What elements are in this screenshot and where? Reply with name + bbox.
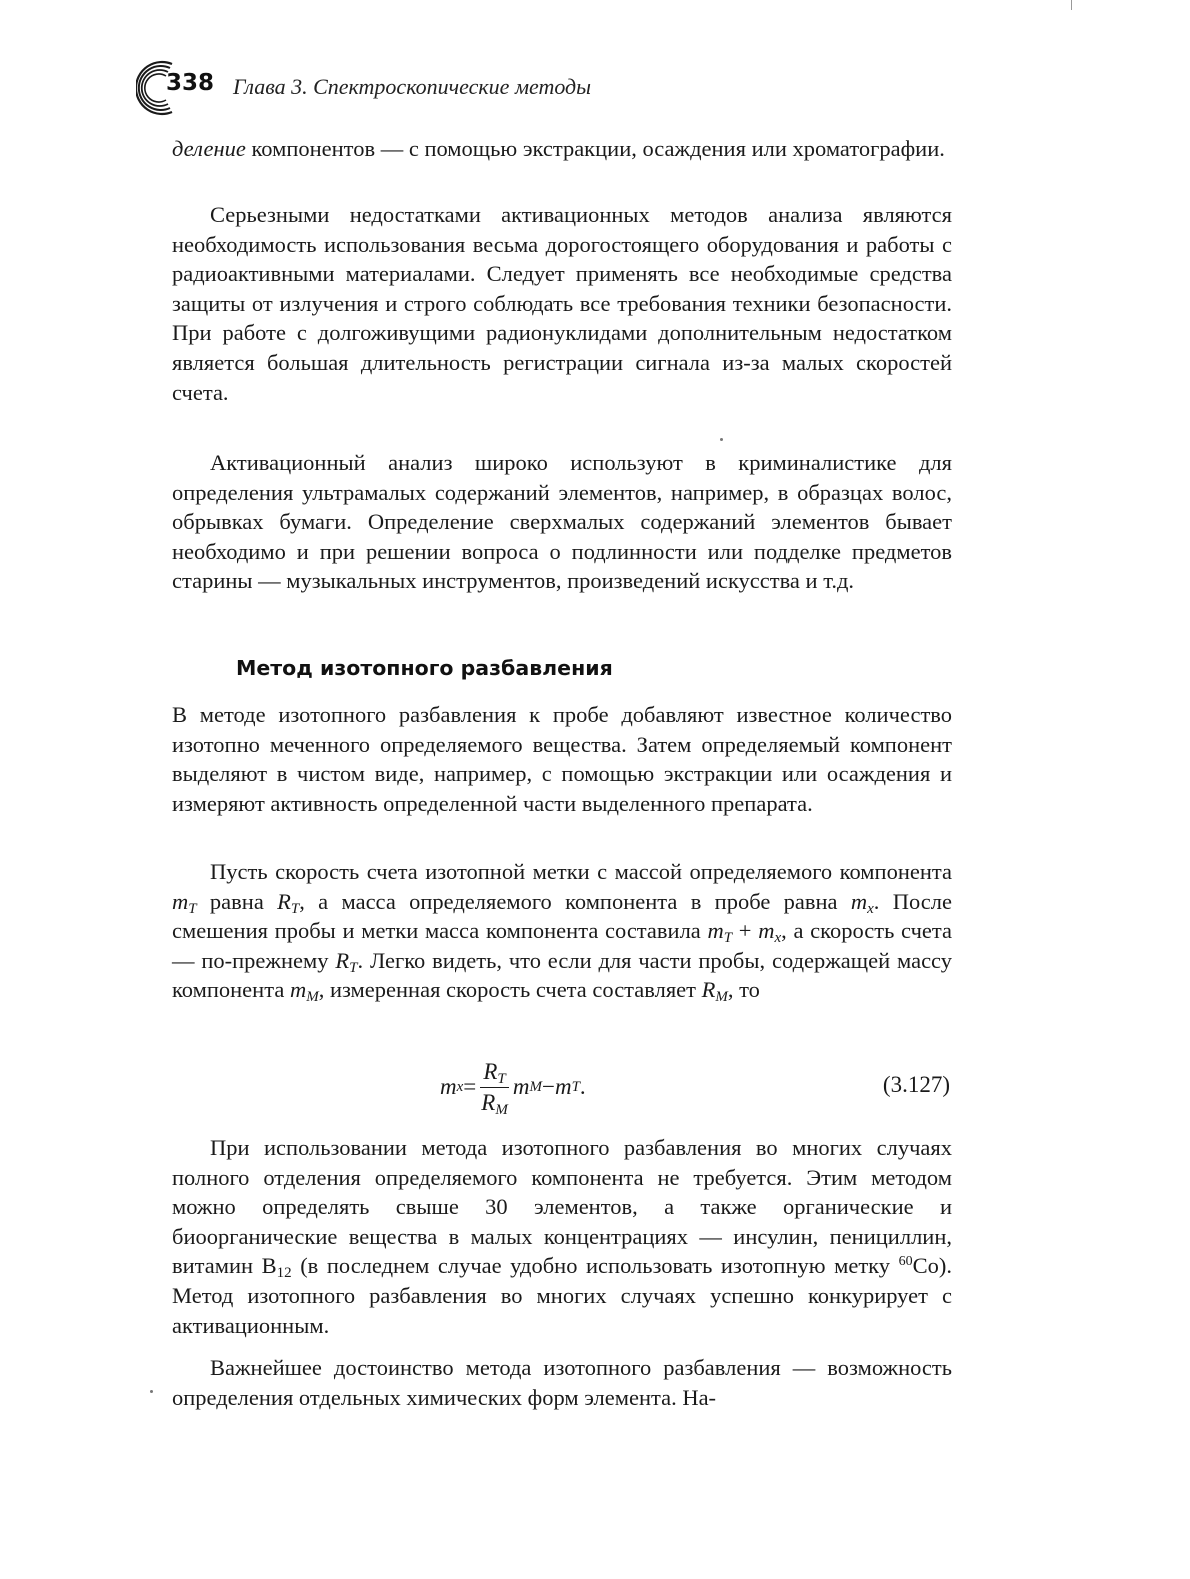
page-number: 338 bbox=[166, 70, 215, 96]
paragraph-7-text: Важнейшее достоинство метода изотопного разбавления — возможность определения отдельных химических форм элемента. На- bbox=[172, 1355, 952, 1410]
paragraph-5 bbox=[172, 857, 952, 1005]
paragraph-2 bbox=[172, 200, 952, 407]
paragraph-6 bbox=[172, 1133, 952, 1340]
page-header bbox=[136, 58, 956, 118]
equation-body: m x = $\frac{R_T}{R_M}$ m M − m T . bbox=[440, 1058, 586, 1118]
equation-number: (3.127) bbox=[882, 1072, 950, 1097]
running-title: Глава 3. Спектроскопические методы bbox=[233, 74, 592, 99]
section-heading: Метод изотопного разбавления bbox=[236, 656, 613, 680]
paragraph-2-text: Серьезными недостатками активационных методов анализа являются необходимость использования весьма дорогостоящего оборудования и работы с радиоактивными материалами. Следует применять все необходимые средства защиты от излучения и строго соблюдать все требования техники безопасности. При работе с долгоживущими радионуклидами дополнительным недостатком является большая длительность регистрации сигнала из-за малых скоростей счета. bbox=[172, 202, 952, 405]
paragraph-7 bbox=[172, 1353, 952, 1412]
paragraph-5-text: Пусть скорость счета изотопной метки с массой определяемого компонента $m_T$ равна $R_T$, а масса определяемого компонента в пробе равна $m_x$. После смешения пробы и метки масса компонента составила $m_T + m_x$, а скорость счета — по-прежнему $R_T$. Легко видеть, что если для части пробы, содержащей массу компонента $m_M$, измеренная скорость счета составляет $R_M$, то bbox=[172, 859, 953, 1006]
paragraph-4-text: В методе изотопного разбавления к пробе добавляют известное количество изотопно меченного определяемого вещества. Затем определяемый компонент выделяют в чистом виде, например, с помощью экстракции или осаждения и измеряют активность определенной части выделенного препарата. bbox=[172, 702, 952, 816]
paragraph-4 bbox=[172, 700, 952, 818]
paragraph-1-text: компонентов — с помощью экстракции, осаждения или хроматографии. bbox=[245, 136, 945, 161]
paragraph-3 bbox=[172, 448, 952, 596]
italic-lead-term: деление bbox=[172, 136, 246, 161]
paragraph-3-text: Активационный анализ широко используют в криминалистике для определения ультрамалых содержаний элементов, например, в образцах волос, обрывках бумаги. Определение сверхмалых содержаний элементов бывает необходимо и при решении вопроса о подлинности или подделке предметов старины — музыкальных инструментов, произведений искусства и т.д. bbox=[172, 450, 952, 594]
equation-fraction: $\frac{R_T}{R_M}$ bbox=[481, 1058, 508, 1118]
scan-edge-mark bbox=[1071, 0, 1072, 10]
paragraph-1 bbox=[172, 134, 952, 164]
scan-speck bbox=[150, 1390, 153, 1393]
equation-3-127 bbox=[440, 1052, 950, 1122]
scan-speck bbox=[720, 438, 723, 441]
paragraph-6-text: При использовании метода изотопного разбавления во многих случаях полного отделения определяемого компонента не требуется. Этим методом можно определять свыше 30 элементов, а также органические и биоорганические вещества в малых концентрациях — инсулин, пенициллин, витамин $B_{12}$ (в последнем случае удобно использовать изотопную метку $^{60}$Co). Метод изотопного разбавления во многих случаях успешно конкурирует с активационным. bbox=[172, 1135, 952, 1338]
